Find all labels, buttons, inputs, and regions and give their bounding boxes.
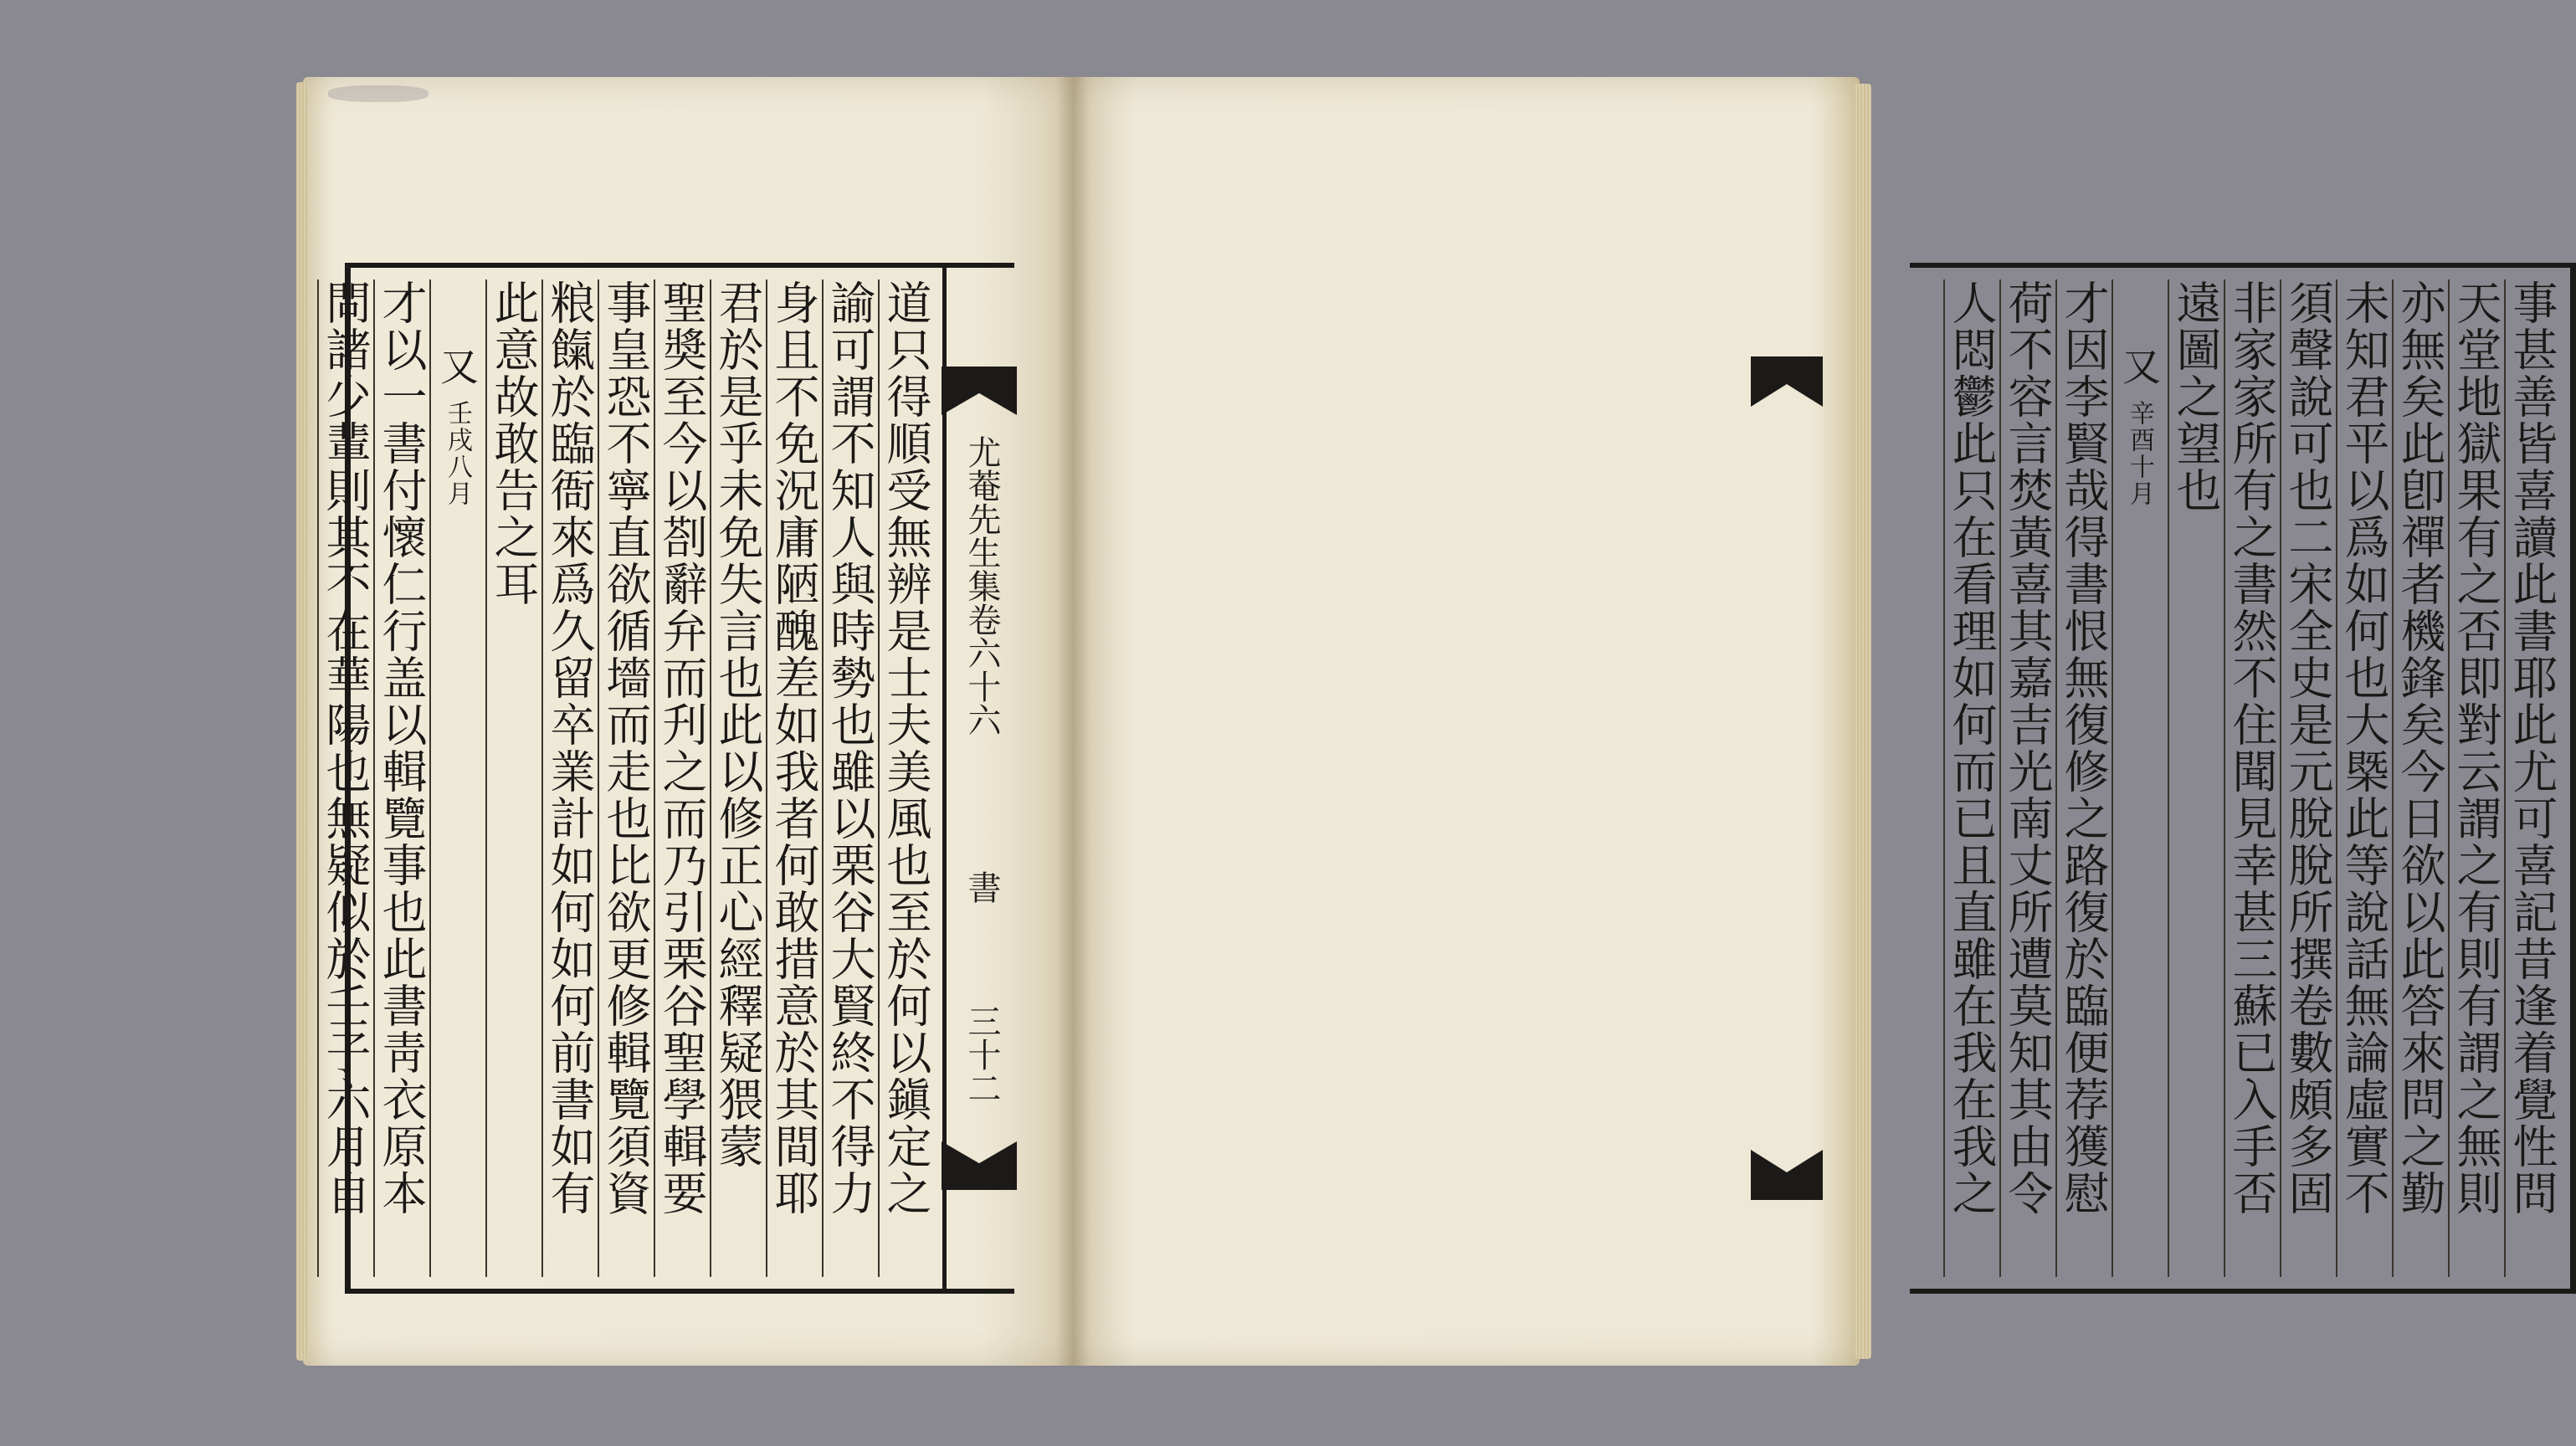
paper-stain <box>328 85 428 102</box>
fish-tail-bottom-icon <box>1751 1150 1823 1200</box>
left-page-edge <box>296 82 308 1361</box>
letter-heading: 又 <box>434 346 480 387</box>
collection-title: 尤菴先生集卷六十六 <box>962 435 1001 736</box>
right-page-frame <box>1910 263 2576 1294</box>
open-book <box>303 77 2558 1366</box>
fish-tail-top-icon <box>1751 356 1823 407</box>
text-column: 非家家所有之書然不住聞見幸甚三蘇已入手否 <box>2224 279 2280 1277</box>
text-column: 問諸少輩則其不在華陽也無疑似於壬子六月自 <box>317 279 373 1277</box>
book-gutter <box>1056 77 1090 1366</box>
fish-tail-top-icon <box>942 367 1017 415</box>
text-column: 事皇恐不寧直欲循墻而走也比欲更修輯覽須資 <box>598 279 654 1277</box>
text-column: 荷不容言焚黃喜其嘉吉光南丈所遭莫知其由令 <box>1999 279 2055 1277</box>
text-column: 粮餼於臨衙來爲久留卒業計如何如何前書如有 <box>541 279 598 1277</box>
text-column: 事甚善皆喜讀此書耶此尤可喜記昔逢着覺性問 <box>2504 279 2560 1277</box>
letter-heading-column <box>429 279 485 1277</box>
text-column: 未知君平以爲如何也大槩此等說話無論虛實不 <box>2336 279 2392 1277</box>
page-number: 三十二 <box>962 1004 1001 1105</box>
text-column: 人悶鬱此只在看理如何而已且直雖在我在我之 <box>1943 279 1999 1277</box>
left-page <box>303 77 1073 1366</box>
center-block-strip <box>942 268 1014 1289</box>
right-page-edge <box>1855 84 1871 1359</box>
text-column: 才因李賢哉得書恨無復修之路復於臨便荐獲慰 <box>2055 279 2112 1277</box>
text-column: 身且不免況庸陋醜差如我者何敢措意於其間耶 <box>766 279 822 1277</box>
text-column: 諭可謂不知人與時勢也雖以栗谷大賢終不得力 <box>822 279 878 1277</box>
text-column: 天堂地獄果有之否即對云謂之有則有謂之無則 <box>2448 279 2504 1277</box>
text-column: 須聲說可也二宋全史是元脫脫所撰卷數頗多固 <box>2280 279 2336 1277</box>
text-column: 遠圖之望也 <box>2168 279 2224 1277</box>
letter-heading-column <box>2112 279 2168 1277</box>
left-text-columns <box>319 279 934 1277</box>
right-page <box>1073 77 2558 1366</box>
left-page-frame <box>319 263 1014 1294</box>
text-column: 道只得順受無辨是士夫美風也至於何以鎭定之 <box>878 279 934 1277</box>
right-text-columns <box>1922 279 2560 1277</box>
letter-heading: 又 <box>2117 346 2162 387</box>
text-column: 聖奬至今以剳辭弁而刋之而乃引栗谷聖學輯要 <box>654 279 710 1277</box>
text-column: 此意故敢告之耳 <box>485 279 541 1277</box>
text-column: 亦無矣此卽禪者機鋒矣今日欲以此答來問之勤 <box>2392 279 2448 1277</box>
section-label: 書 <box>962 870 1001 904</box>
letter-date: 壬戌八月 <box>443 400 472 507</box>
fish-tail-bottom-icon <box>942 1141 1017 1190</box>
letter-date: 辛酉十月 <box>2125 400 2154 507</box>
text-column: 才以一書付懷仁行盖以輯覽事也此書靑衣原本 <box>373 279 429 1277</box>
text-column: 君於是乎未免失言也此以修正心經釋疑猥蒙 <box>710 279 766 1277</box>
